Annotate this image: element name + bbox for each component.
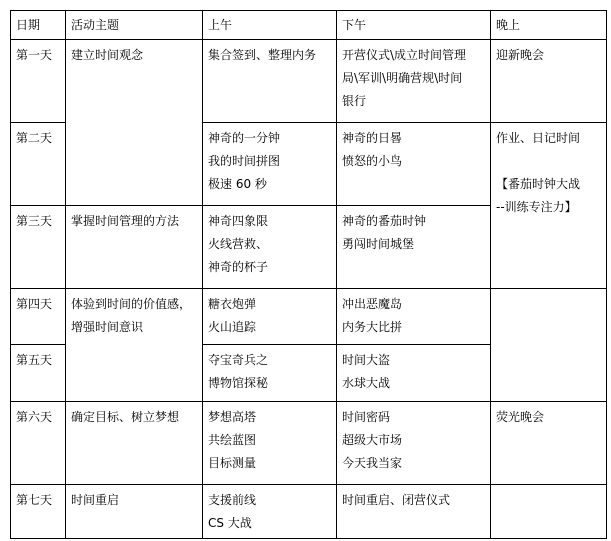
morning-cell: 梦想高塔 共绘蓝图 目标测量 <box>203 402 337 485</box>
day-cell: 第二天 <box>11 123 66 206</box>
day-cell: 第六天 <box>11 402 66 485</box>
theme-cell: 体验到时间的价值感， 增强时间意识 <box>66 289 203 402</box>
schedule-table <box>10 10 607 539</box>
table-row-day6 <box>11 402 607 485</box>
evening-cell: 迎新晚会 <box>491 40 607 123</box>
theme-cell: 建立时间观念 <box>66 40 203 206</box>
morning-cell: 夺宝奇兵之 博物馆探秘 <box>203 345 337 402</box>
header-row <box>11 11 607 40</box>
table-row-day7 <box>11 485 607 539</box>
header-date: 日期 <box>11 11 66 40</box>
day-cell: 第七天 <box>11 485 66 539</box>
afternoon-cell: 冲出恶魔岛 内务大比拼 <box>337 289 491 345</box>
day-cell: 第五天 <box>11 345 66 402</box>
evening-cell <box>491 485 607 539</box>
afternoon-cell: 神奇的日晷 愤怒的小鸟 <box>337 123 491 206</box>
evening-cell: 作业、日记时间 【番茄时钟大战 --训练专注力】 <box>491 123 607 289</box>
morning-cell: 神奇四象限 火线营救、 神奇的杯子 <box>203 206 337 289</box>
afternoon-cell: 时间大盗 水球大战 <box>337 345 491 402</box>
morning-cell: 神奇的一分钟 我的时间拼图 极速 60 秒 <box>203 123 337 206</box>
evening-cell: 荧光晚会 <box>491 402 607 485</box>
header-morning: 上午 <box>203 11 337 40</box>
theme-cell: 时间重启 <box>66 485 203 539</box>
theme-cell: 掌握时间管理的方法 <box>66 206 203 289</box>
morning-cell: 集合签到、整理内务 <box>203 40 337 123</box>
day-cell: 第一天 <box>11 40 66 123</box>
afternoon-cell: 时间重启、闭营仪式 <box>337 485 491 539</box>
morning-cell: 支援前线 CS 大战 <box>203 485 337 539</box>
header-theme: 活动主题 <box>66 11 203 40</box>
table-row-day4 <box>11 289 607 345</box>
theme-cell: 确定目标、树立梦想 <box>66 402 203 485</box>
header-afternoon: 下午 <box>337 11 491 40</box>
day-cell: 第三天 <box>11 206 66 289</box>
day-cell: 第四天 <box>11 289 66 345</box>
header-evening: 晚上 <box>491 11 607 40</box>
afternoon-cell: 时间密码 超级大市场 今天我当家 <box>337 402 491 485</box>
afternoon-cell: 神奇的番茄时钟 勇闯时间城堡 <box>337 206 491 289</box>
morning-cell: 糖衣炮弹 火山追踪 <box>203 289 337 345</box>
evening-cell <box>491 289 607 402</box>
afternoon-cell: 开营仪式\成立时间管理 局\军训\明确营规\时间 银行 <box>337 40 491 123</box>
table-row-day1 <box>11 40 607 123</box>
